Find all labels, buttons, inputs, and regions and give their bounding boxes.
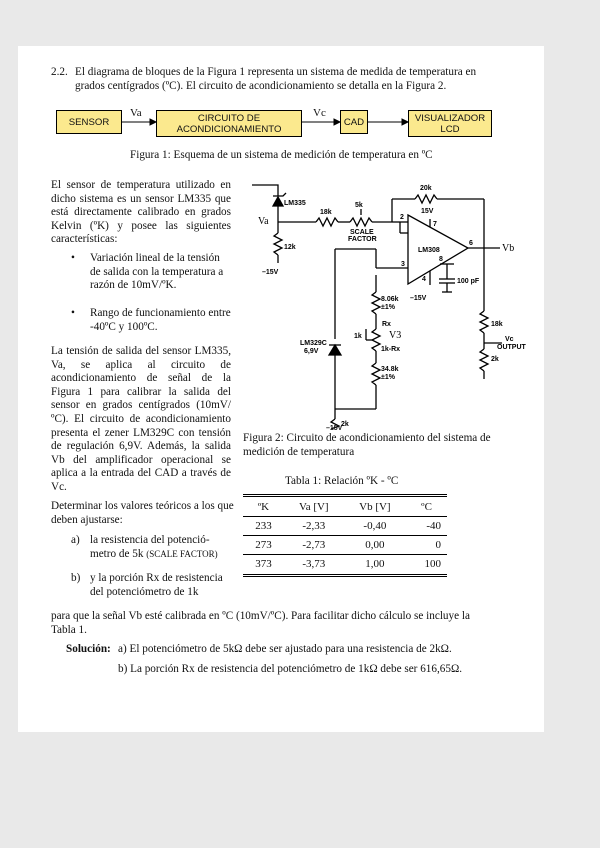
label-18k: 18k	[320, 209, 332, 216]
item-a-label: a)	[71, 534, 80, 546]
signal-va: Va	[130, 107, 142, 119]
circuit-schematic	[240, 179, 540, 429]
block-visualizador: VISUALIZADOR LCD	[408, 110, 492, 137]
block-cad: CAD	[340, 110, 368, 134]
continuation-line1: para que la señal Vb esté calibrada en ºC (10mV/ºC). Para facilitar dicho cálculo se incluye la	[51, 610, 470, 622]
bullet-dot: •	[71, 307, 75, 319]
table-cell: 0	[435, 539, 441, 551]
label-pin7: 7	[433, 221, 437, 228]
label-12k: 12k	[284, 244, 296, 251]
bullet-2: Rango de funcionamiento entre -40ºC y 100ºC.	[90, 307, 231, 333]
label-scale: SCALE	[350, 229, 374, 236]
problem-intro-line1: El diagrama de bloques de la Figura 1 representa un sistema de medida de temperatura en	[75, 66, 477, 78]
table-cell: -0,40	[363, 520, 387, 532]
solution-b: b) La porción Rx de resistencia del potenciómetro de 1kΩ debe ser 616,65Ω.	[118, 663, 463, 675]
label-2k-out: 2k	[491, 356, 499, 363]
label-minus15v-3: –15V	[326, 425, 343, 432]
table-rule-top	[243, 494, 447, 497]
question-paragraph: Determinar los valores teóricos a los que deben ajustarse:	[51, 500, 234, 526]
table-header: ºC	[421, 501, 432, 513]
label-rx: Rx	[382, 321, 391, 328]
table-caption: Tabla 1: Relación ºK - ºC	[285, 475, 399, 487]
table-cell: -40	[426, 520, 441, 532]
label-pin6: 6	[469, 240, 473, 247]
label-806k-tol: ±1%	[381, 304, 395, 311]
label-lm308: LM308	[418, 247, 440, 254]
continuation-line2: Tabla 1.	[51, 624, 87, 636]
block-arrows	[18, 46, 544, 156]
sensor-paragraph: El sensor de temperatura utilizado en dicho sistema es un sensor LM335 que está directamente calibrado en grados Kelvin (ºK) y posee las siguientes características:	[51, 179, 231, 246]
table-header: Vb [V]	[359, 501, 391, 513]
table-cell: -2,33	[302, 520, 326, 532]
label-lm335: LM335	[284, 200, 306, 207]
figure2-caption: Figura 2: Circuito de acondicionamiento del sistema de medición de temperatura	[243, 432, 491, 458]
table-row	[243, 517, 447, 536]
label-factor: FACTOR	[348, 236, 377, 243]
label-15v: 15V	[421, 208, 434, 215]
table-cell: 0,00	[365, 539, 385, 551]
solution-heading: Solución:	[66, 643, 111, 655]
table-row	[243, 555, 447, 574]
label-vb: Vb	[502, 243, 515, 254]
label-minus15v-1: –15V	[262, 269, 279, 276]
label-1k: 1k	[354, 333, 362, 340]
table-cell: -2,73	[302, 539, 326, 551]
label-6-9v: 6,9V	[304, 348, 319, 355]
table-header: ºK	[257, 501, 270, 513]
label-1k-rx: 1k-Rx	[381, 346, 401, 353]
block-sensor: SENSOR	[56, 110, 122, 134]
label-2k-gnd: 2k	[341, 421, 349, 428]
solution-label	[66, 643, 111, 657]
table-cell: 373	[255, 558, 272, 570]
circuit-paragraph: La tensión de salida del sensor LM335, Va, se aplica al circuito de acondicionamiento de señal de la Figura 1 para calibrar la salida del sensor en grados centígrados (10mV/ºC). El circuito de acondicionamiento presenta el zener LM329C con tensión de regulación 6,9V. Además, la salida Vb del amplificador operacional se aplica a la entrada del CAD a través de Vc.	[51, 345, 231, 493]
label-va: Va	[258, 216, 269, 227]
table-header: Va [V]	[298, 501, 329, 513]
label-pin8: 8	[439, 256, 443, 263]
label-pin2: 2	[400, 214, 404, 221]
relation-table	[243, 498, 447, 573]
item-a-text	[90, 534, 228, 561]
table-cell: -3,73	[302, 558, 326, 570]
table-cell: 1,00	[365, 558, 385, 570]
label-lm329c: LM329C	[300, 340, 327, 347]
table-header-row	[243, 498, 447, 517]
problem-intro-line2: grados centígrados (ºC). El circuito de acondicionamiento se detalla en la Figura 2.	[75, 80, 447, 92]
item-b-text: y la porción Rx de resistencia del potenciómetro de 1k	[90, 572, 223, 598]
table-rule-bottom	[243, 574, 447, 577]
table-cell: 100	[424, 558, 441, 570]
item-b-label: b)	[71, 572, 81, 584]
problem-number: 2.2.	[51, 66, 68, 78]
signal-vc: Vc	[313, 107, 326, 119]
table-cell: 273	[255, 539, 272, 551]
label-100pf: 100 pF	[457, 278, 480, 285]
bullet-1: Variación lineal de la tensión de salida con la temperatura a razón de 10mV/ºK.	[90, 252, 224, 292]
label-18k-out: 18k	[491, 321, 503, 328]
label-348k: 34.8k	[381, 366, 399, 373]
label-5k: 5k	[355, 202, 363, 209]
label-vc: Vc	[505, 336, 514, 343]
label-v3: V3	[389, 330, 402, 341]
figure1-caption: Figura 1: Esquema de un sistema de medición de temperatura en ºC	[130, 149, 433, 161]
label-20k: 20k	[420, 185, 432, 192]
item-a-small: (SCALE FACTOR)	[146, 548, 218, 559]
table-cell: 233	[255, 520, 272, 532]
label-output: OUTPUT	[497, 344, 526, 351]
table-row	[243, 536, 447, 555]
label-pin3: 3	[401, 261, 405, 268]
label-806k: 8.06k	[381, 296, 399, 303]
block-acondicionamiento: CIRCUITO DE ACONDICIONAMIENTO	[156, 110, 302, 137]
label-pin4: 4	[422, 276, 426, 283]
item-a-main: la resistencia del potenció-metro de 5k	[90, 534, 210, 560]
label-minus15v-2: –15V	[410, 295, 427, 302]
page	[18, 46, 544, 732]
bullet-dot: •	[71, 252, 75, 264]
label-348k-tol: ±1%	[381, 374, 395, 381]
solution-a: a) El potenciómetro de 5kΩ debe ser ajustado para una resistencia de 2kΩ.	[118, 643, 452, 655]
